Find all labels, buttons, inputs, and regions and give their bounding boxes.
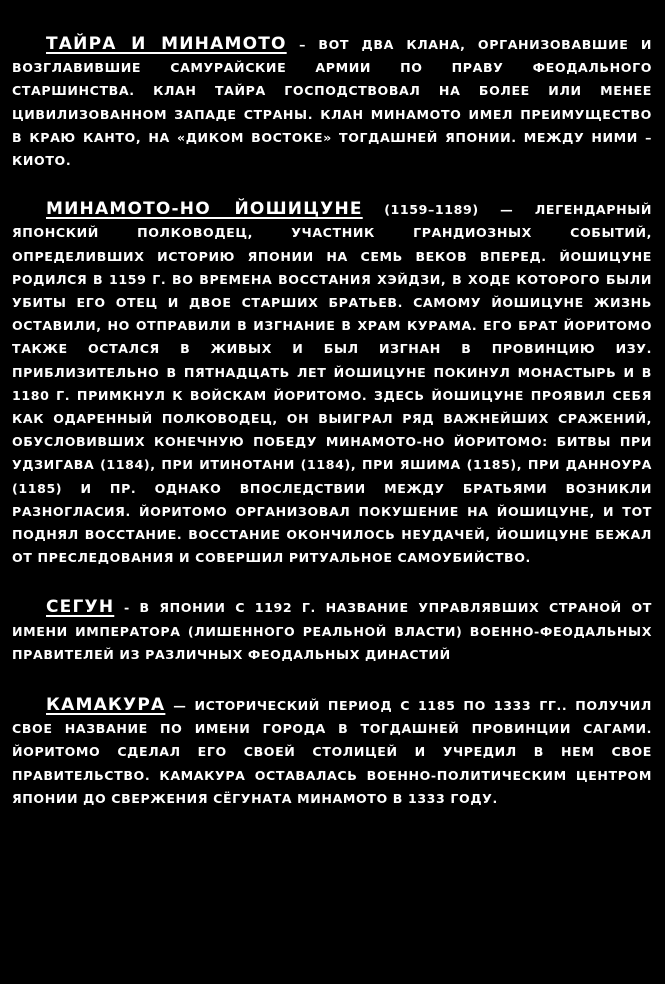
definition-yoshitsune: (1159–1189) — ЛЕГЕНДАРНЫЙ ЯПОНСКИЙ ПОЛКОВОДЕЦ, УЧАСТНИК ГРАНДИОЗНЫХ СОБЫТИЙ, ОПРЕДЕЛИВШИХ ИСТОРИЮ ЯПОНИИ НА СЕМЬ ВЕКОВ ВПЕРЕД. ЙОШИЦУНЕ РОДИЛСЯ В 1159 Г. ВО ВРЕМЕНА ВОССТАНИЯ ХЭЙДЗИ, В ХОДЕ КОТОРОГО БЫЛИ УБИТЫ ЕГО ОТЕЦ И ДВОЕ СТАРШИХ БРАТЬЕВ. САМОМУ ЙОШИЦУНЕ ЖИЗНЬ ОСТАВИЛИ, НО ОТПРАВИЛИ В ИЗГНАНИЕ В ХРАМ КУРАМА. ЕГО БРАТ ЙОРИТОМО ТАКЖЕ ОСТАЛСЯ В ЖИВЫХ И БЫЛ ИЗГНАН В ПРОВИНЦИЮ ИЗУ. ПРИБЛИЗИТЕЛЬНО В ПЯТНАДЦАТЬ ЛЕТ ЙОШИЦУНЕ ПОКИНУЛ МОНАСТЫРЬ И В 1180 Г. ПРИМКНУЛ К ВОЙСКАМ ЙОРИТОМО. ЗДЕСЬ ЙОШИЦУНЕ ПРОЯВИЛ СЕБЯ КАК ОДАРЕННЫЙ ПОЛКОВОДЕЦ, ОН ВЫИГРАЛ РЯД ВАЖНЕЙШИХ СРАЖЕНИЙ, ОБУСЛОВИВШИХ КОНЕЧНУЮ ПОБЕДУ МИНАМОТО-НО ЙОРИТОМО: БИТВЫ ПРИ УДЗИГАВА (1184), ПРИ ИТИНОТАНИ (1184), ПРИ ЯШИМА (1185), ПРИ ДАННОУРА (1185) И ПР. ОДНАКО ВПОСЛЕДСТВИИ МЕЖДУ БРАТЬЯМИ ВОЗНИКЛИ РАЗНОГЛАСИЯ. ЙОРИТОМО ОРГАНИЗОВАЛ ПОКУШЕНИЕ НА ЙОШИЦУНЕ, И ТОТ ПОДНЯЛ ВОССТАНИЕ. ВОССТАНИЕ ОКОНЧИЛОСЬ НЕУДАЧЕЙ, ЙОШИЦУНЕ БЕЖАЛ ОТ ПРЕСЛЕДОВАНИЯ И СОВЕРШИЛ РИТУАЛЬНОЕ САМОУБИЙСТВО. <box>12 202 652 566</box>
entry-yoshitsune <box>12 198 652 569</box>
glossary-page <box>12 33 652 836</box>
entry-shogun <box>12 596 652 666</box>
definition-kamakura: — ИСТОРИЧЕСКИЙ ПЕРИОД С 1185 ПО 1333 ГГ.. ПОЛУЧИЛ СВОЕ НАЗВАНИЕ ПО ИМЕНИ ГОРОДА В ТОГДАШНЕЙ ПРОВИНЦИИ САГАМИ. ЙОРИТОМО СДЕЛАЛ ЕГО СВОЕЙ СТОЛИЦЕЙ И УЧРЕДИЛ В НЕМ СВОЕ ПРАВИТЕЛЬСТВО. КАМАКУРА ОСТАВАЛАСЬ ВОЕННО-ПОЛИТИЧЕСКИМ ЦЕНТРОМ ЯПОНИИ ДО СВЕРЖЕНИЯ СЁГУНАТА МИНАМОТО В 1333 ГОДУ. <box>12 698 652 806</box>
term-shogun: СЕГУН <box>46 597 115 618</box>
entry-taira-minamoto <box>12 33 652 172</box>
definition-taira-minamoto: – ВОТ ДВА КЛАНА, ОРГАНИЗОВАВШИЕ И ВОЗГЛАВИВШИЕ САМУРАЙСКИЕ АРМИИ ПО ПРАВУ ФЕОДАЛЬНОГО СТАРШИНСТВА. КЛАН ТАЙРА ГОСПОДСТВОВАЛ НА БОЛЕЕ ИЛИ МЕНЕЕ ЦИВИЛИЗОВАННОМ ЗАПАДЕ СТРАНЫ. КЛАН МИНАМОТО ИМЕЛ ПРЕИМУЩЕСТВО В КРАЮ КАНТО, НА «ДИКОМ ВОСТОКЕ» ТОГДАШНЕЙ ЯПОНИИ. МЕЖДУ НИМИ – КИОТО. <box>12 37 652 169</box>
term-taira-minamoto: ТАЙРА И МИНАМОТО <box>46 34 287 54</box>
term-yoshitsune: МИНАМОТО-НО ЙОШИЦУНЕ <box>46 199 363 220</box>
definition-shogun: - В ЯПОНИИ С 1192 Г. НАЗВАНИЕ УПРАВЛЯВШИХ СТРАНОЙ ОТ ИМЕНИ ИМПЕРАТОРА (ЛИШЕННОГО РЕАЛЬНОЙ ВЛАСТИ) ВОЕННО-ФЕОДАЛЬНЫХ ПРАВИТЕЛЕЙ ИЗ РАЗЛИЧНЫХ ФЕОДАЛЬНЫХ ДИНАСТИЙ <box>12 600 652 662</box>
entry-kamakura <box>12 694 652 810</box>
term-kamakura: КАМАКУРА <box>46 695 166 716</box>
